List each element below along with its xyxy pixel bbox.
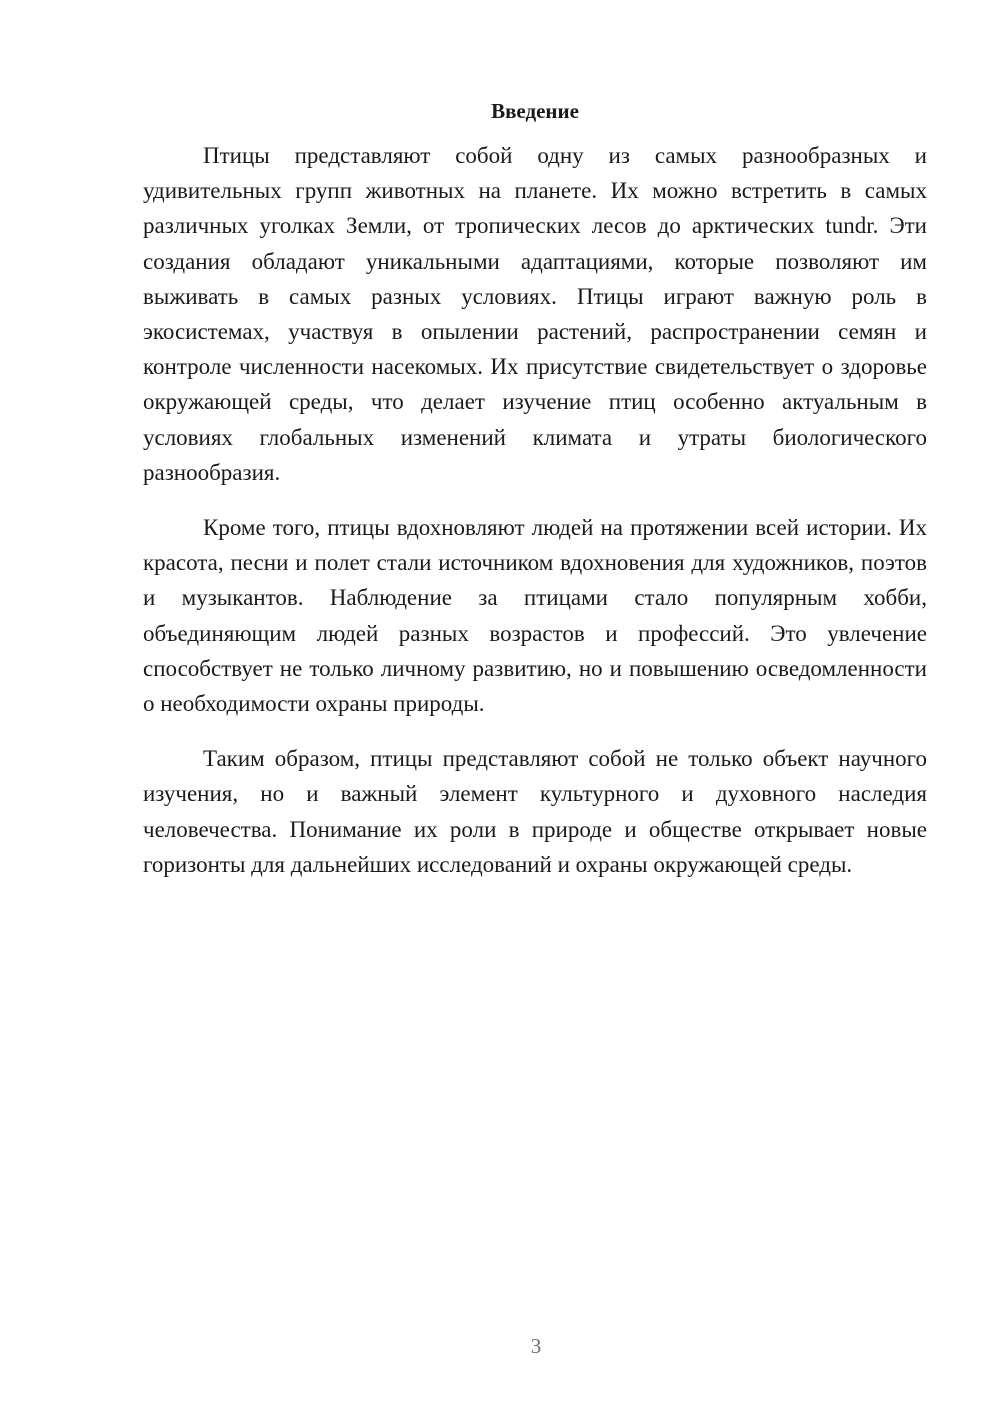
page-number: 3 — [530, 1334, 542, 1358]
paragraph-2: Кроме того, птицы вдохновляют людей на протяжении всей истории. Их красота, песни и полет стали источником вдохновения для художников, поэтов и музыкантов. Наблюдение за птицами стало популярным хобби, объединяющим людей разных возрастов и профессий. Это увлечение способствует не только личному развитию, но и повышению осведомленности о необходимости охраны природы. — [143, 515, 927, 717]
paragraph-1: Птицы представляют собой одну из самых разнообразных и удивительных групп животных на планете. Их можно встретить в самых различных уголках Земли, от тропических лесов до арктических tundr. Эти создания обладают уникальными адаптациями, которые позволяют им выживать в самых разных условиях. Птицы играют важную роль в экосистемах, участвуя в опылении растений, распространении семян и контроле численности насекомых. Их присутствие свидетельствует о здоровье окружающей среды, что делает изучение птиц особенно актуальным в условиях глобальных изменений климата и утраты биологического разнообразия. — [143, 143, 927, 485]
paragraph-3: Таким образом, птицы представляют собой не только объект научного изучения, но и важный элемент культурного и духовного наследия человечества. Понимание их роли в природе и обществе открывает новые горизонты для дальнейших исследований и охраны окружающей среды. — [143, 746, 927, 877]
section-title: Введение — [491, 99, 579, 123]
document-body — [143, 96, 927, 902]
